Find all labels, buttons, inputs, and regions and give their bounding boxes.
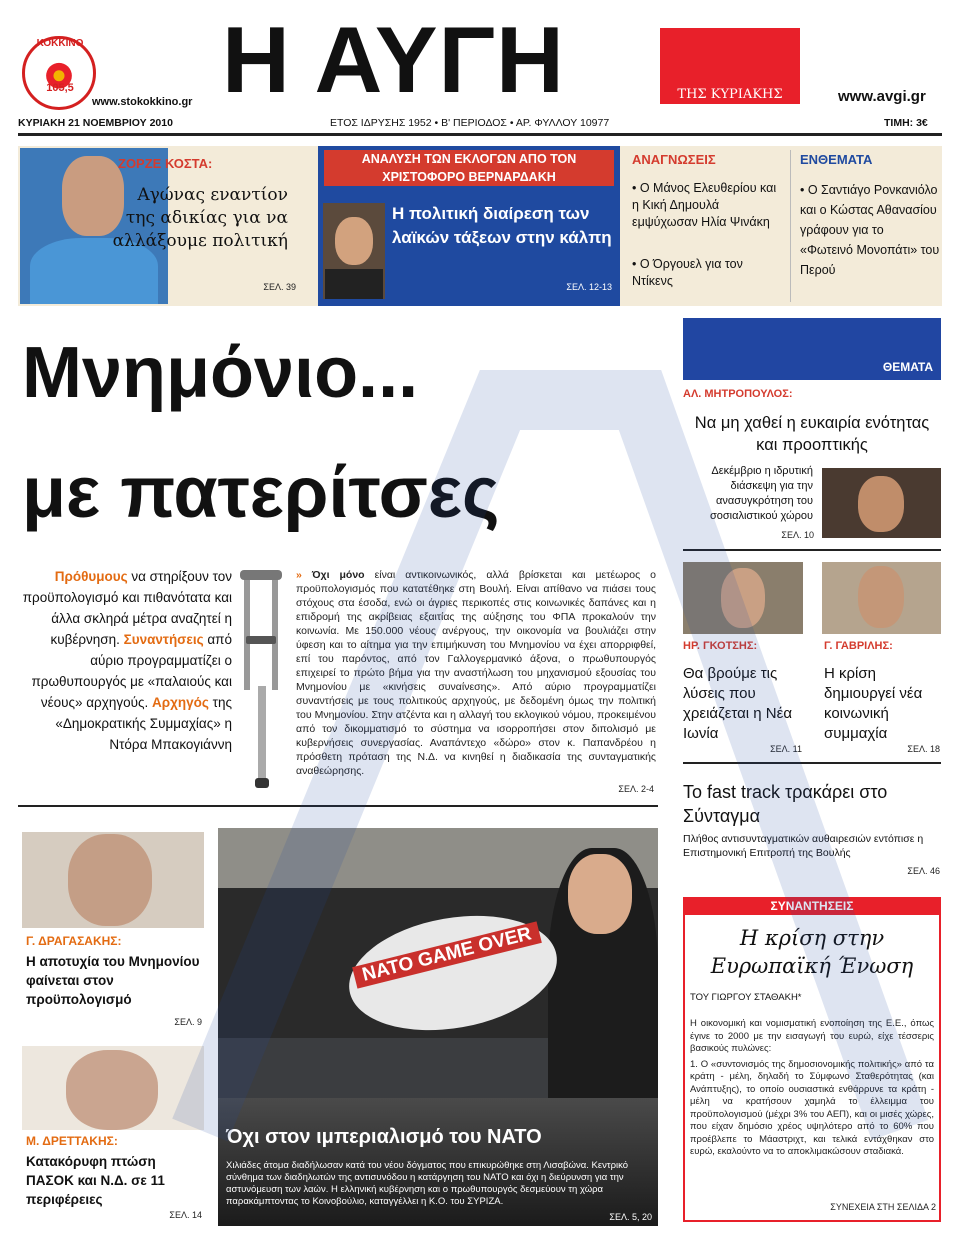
themata-label: ΘΕΜΑΤΑ bbox=[882, 360, 933, 374]
dragasakis-photo bbox=[22, 832, 204, 928]
newspaper-title: Η ΑΥΓΗ bbox=[222, 7, 565, 112]
gkotsis-photo bbox=[683, 562, 803, 634]
synantiseis-p2: 1. Ο «συντονισμός της δημοσιονομικής πολιτικής» από τα κράτη - μέλη, δηλαδή το Σύμφωνο Σταθερότητας (και Ανάπτυξης), το οποίο ουσιαστικά ενθάρρυνε τα κράτη - μέλη να κρατήσουν χαμηλά το έλλειμμα του προϋπολογισμού (μέχρι 3% του ΑΕΠ), και οι μισές χώρες, που είχαν δημόσιο χρέος υψηλότερο από το 60% που προέβλεπε το Μάαστριχτ, και τελικά εντάχθηκαν στο ευρώ, εκαλούντο να το αποκλιμακώσουν σταδιακά. bbox=[690, 1058, 934, 1157]
protest-caption: Χιλιάδες άτομα διαδήλωσαν κατά του νέου δόγματος που επικυρώθηκε στη Λισαβώνα. Κεντρικό σύνθημα των διαδηλωτών της αντισυνόδου η κατάργηση του ΝΑΤΟ και όχι η διεύρυνση για την αστυνόμευση των λαών. Η ελληνική κυβέρνηση και ο πρωθυπουργός δεσμεύουν τη χώρα παρακάμπτοντας το Κοινοβούλιο, καταγγέλλει η Κ.Ο. του ΣΥΡΙΖΑ. bbox=[226, 1160, 629, 1207]
right-rule-2 bbox=[683, 762, 941, 764]
lead-page: ΣΕΛ. 2-4 bbox=[618, 784, 654, 794]
protest-title[interactable]: Όχι στον ιμπεριαλισμό του ΝΑΤΟ bbox=[226, 1126, 542, 1148]
lead-summary bbox=[22, 566, 232, 755]
mitropoulos-title[interactable]: Να μη χαθεί η ευκαιρία ενότητας και προοπτικής bbox=[694, 414, 930, 454]
edition-box bbox=[660, 28, 800, 104]
summary-text-3: της «Δημοκρατικής Συμμαχίας» η Ντόρα Μπακογιάννη bbox=[55, 695, 232, 752]
readings-head: ΑΝΑΓΝΩΣΕΙΣ bbox=[632, 152, 716, 167]
kosta-name: ΖΟΡΖΕ ΚΟΣΤΑ: bbox=[118, 156, 213, 171]
summary-text-2: από αύριο προγραμματίζει ο πρωθυπουργός με «παλαιούς και νέους» αρχηγούς. bbox=[31, 632, 232, 710]
gavrilis-photo bbox=[822, 562, 941, 634]
lead-body bbox=[296, 568, 656, 778]
drettakis-photo bbox=[22, 1046, 204, 1130]
readings-item-1[interactable]: • Ο Μάνος Ελευθερίου και η Κική Δημουλά εμψύχωσαν Ηλία Ψινάκη bbox=[632, 181, 777, 229]
radio-name: ΚΟΚΚΙΝΟ bbox=[36, 38, 84, 49]
protest-page: ΣΕΛ. 5, 20 bbox=[609, 1212, 652, 1222]
analysis-title[interactable]: Η πολιτική διαίρεση των λαϊκών τάξεων στην κάλπη bbox=[392, 204, 612, 247]
gkotsis-title[interactable]: Θα βρούμε τις λύσεις που χρειάζεται η Νέα Ιωνία bbox=[683, 665, 792, 742]
lead-body-lead: Όχι μόνο bbox=[311, 569, 365, 581]
drettakis-title[interactable]: Κατακόρυφη πτώση ΠΑΣΟΚ και Ν.Δ. σε 11 περιφέρειες bbox=[26, 1154, 165, 1207]
drettakis-name: Μ. ΔΡΕΤΤΑΚΗΣ: bbox=[26, 1134, 118, 1148]
gkotsis-name: ΗΡ. ΓΚΟΤΣΗΣ: bbox=[683, 640, 758, 652]
synantiseis-title[interactable]: Η κρίση στην Ευρωπαϊκή Ένωση bbox=[710, 926, 914, 978]
enthemata-item[interactable]: • Ο Σαντιάγο Ρονκανιόλο και ο Κώστας Αθανασίου γράφουν για το «Φωτεινό Μονοπάτι» του Περού bbox=[800, 183, 940, 277]
protest-banner: NATO GAME OVER bbox=[352, 921, 542, 988]
themata-box bbox=[683, 318, 941, 380]
fasttrack-page: ΣΕΛ. 46 bbox=[907, 866, 940, 876]
analysis-page: ΣΕΛ. 12-13 bbox=[566, 282, 612, 292]
vernardakis-photo bbox=[323, 203, 385, 299]
radio-frequency: 105,5 bbox=[46, 82, 74, 94]
synantiseis-p1: Η οικονομική και νομισματική ενοποίηση της Ε.Ε., όπως έγινε το 2000 με την εισαγωγή του ευρώ, είχε τέσσερις βασικούς πυλώνες: bbox=[690, 1018, 934, 1054]
mitropoulos-name: ΑΛ. ΜΗΤΡΟΠΟΥΛΟΣ: bbox=[683, 388, 793, 400]
drettakis-page: ΣΕΛ. 14 bbox=[169, 1210, 202, 1220]
lead-headline-2[interactable]: με πατερίτσες bbox=[22, 453, 500, 533]
mitropoulos-photo bbox=[822, 468, 941, 538]
dragasakis-title[interactable]: Η αποτυχία του Μνημονίου φαίνεται στον προϋπολογισμό bbox=[26, 954, 200, 1007]
synantiseis-continue[interactable]: ΣΥΝΕΧΕΙΑ ΣΤΗ ΣΕΛΙΔΑ 2 bbox=[830, 1202, 936, 1212]
mitropoulos-page: ΣΕΛ. 10 bbox=[781, 530, 814, 540]
enthemata-head: ΕΝΘΕΜΑΤΑ bbox=[800, 152, 873, 167]
readings-item-2[interactable]: • Ο Όργουελ για τον Ντίκενς bbox=[632, 257, 743, 288]
price: ΤΙΜΗ: 3€ bbox=[884, 117, 928, 129]
masthead-rule bbox=[18, 133, 942, 136]
lead-body-text: είναι αντικοινωνικός, αλλά βρίσκεται και μετέωρος ο προϋπολογισμός που κατατέθηκε στη Βουλή. Είναι απίθανο να πιάσει τους στόχους στα έσοδα, ενώ οι άγριες περικοπές στις κοινωνικές δαπάνες και η επιδρομή της ακρίβειας εξαιτίας της αύξησης του ΦΠΑ προκαλούν την κοινωνία. Με 150.000 νέους ανέργους, την οικονομία να βουλιάζει στην ύφεση και το αίτημα για την επιμήκυνση του Μνημονίου να έχει απορριφθεί, επί του παρόντος, από τον Γαλλογερμανικό άξονα, ο πρωθυπουργός επιχειρεί το πρώτο βήμα για την αναστήλωση του μηχανισμού εξουσίας του Μνημονίου με «κινήσεις συναίνεσης». Από αύριο προγραμματίζει συναντήσεις με τους πολιτικούς αρχηγούς, με δεδομένη όμως την πολιτική του Μνημονίου. Στην ατζέντα και η αλλαγή του εκλογικού νόμου, προκειμένου από τον δικομματισμό το σύστημα να ισορροπήσει στον διπολισμό με κυβερνήσεις συνεργασίας. Αναπάντεχο «δώρο» στον κ. Παπανδρέου η πρόσθετη πρόταση της Ν.Δ. να κινηθεί η διαδικασία της συνταγματικής αναθεώρησης. bbox=[296, 569, 656, 777]
dragasakis-name: Γ. ΔΡΑΓΑΣΑΚΗΣ: bbox=[26, 934, 122, 948]
issue-info: ΕΤΟΣ ΙΔΡΥΣΗΣ 1952 • Β' ΠΕΡΙΟΔΟΣ • ΑΡ. ΦΥΛΛΟΥ 10977 bbox=[330, 117, 610, 129]
summary-text-1: να στηρίξουν τον προϋπολογισμό και πιθανότατα και άλλα σκληρά μέτρα αναζητεί η κυβέρνηση. bbox=[22, 569, 232, 647]
summary-word-3: Αρχηγός bbox=[151, 695, 209, 710]
dragasakis-page: ΣΕΛ. 9 bbox=[174, 1017, 202, 1027]
lead-rule bbox=[18, 805, 658, 807]
crutch-illustration bbox=[236, 566, 286, 792]
synantiseis-head: ΣΥΝΑΝΤΗΣΕΙΣ bbox=[683, 897, 941, 915]
lead-body-arrow: » bbox=[296, 569, 302, 581]
site-url[interactable]: www.avgi.gr bbox=[838, 88, 926, 105]
radio-url[interactable]: www.stokokkino.gr bbox=[92, 96, 193, 108]
teaser-divider bbox=[790, 150, 791, 302]
kosta-title[interactable]: Αγώνας εναντίον της αδικίας για να αλλάξουμε πολιτική bbox=[112, 185, 288, 251]
fasttrack-title[interactable]: Το fast track τρακάρει στο Σύνταγμα bbox=[683, 782, 888, 826]
mitropoulos-text: Δεκέμβριο η ιδρυτική διάσκεψη για την ανασυγκρότηση του σοσιαλιστικού χώρου bbox=[709, 465, 813, 522]
kosta-page: ΣΕΛ. 39 bbox=[263, 282, 296, 292]
right-rule-1 bbox=[683, 549, 941, 551]
fasttrack-text: Πλήθος αντισυνταγματικών αυθαιρεσιών εντόπισε η Επιστημονική Επιτροπή της Βουλής bbox=[683, 833, 924, 859]
synantiseis-body bbox=[690, 1018, 934, 1159]
synantiseis-author: ΤΟΥ ΓΙΩΡΓΟΥ ΣΤΑΘΑΚΗ* bbox=[690, 992, 802, 1003]
gavrilis-name: Γ. ΓΑΒΡΙΛΗΣ: bbox=[824, 640, 893, 652]
gkotsis-page: ΣΕΛ. 11 bbox=[770, 744, 802, 754]
issue-date: ΚΥΡΙΑΚΗ 21 ΝΟΕΜΒΡΙΟΥ 2010 bbox=[18, 117, 173, 129]
gavrilis-page: ΣΕΛ. 18 bbox=[907, 744, 940, 754]
gavrilis-title[interactable]: Η κρίση δημιουργεί νέα κοινωνική συμμαχία bbox=[824, 665, 923, 742]
lead-headline-1[interactable]: Μνημόνιο... bbox=[22, 333, 419, 413]
edition-label: ΤΗΣ ΚΥΡΙΑΚΗΣ bbox=[677, 87, 783, 102]
summary-word-2: Συναντήσεις bbox=[123, 632, 204, 647]
analysis-kicker: ΑΝΑΛΥΣΗ ΤΩΝ ΕΚΛΟΓΩΝ ΑΠΟ ΤΟΝ ΧΡΙΣΤΟΦΟΡΟ ΒΕΡΝΑΡΔΑΚΗ bbox=[324, 150, 614, 186]
summary-word-1: Πρόθυμους bbox=[54, 569, 128, 584]
